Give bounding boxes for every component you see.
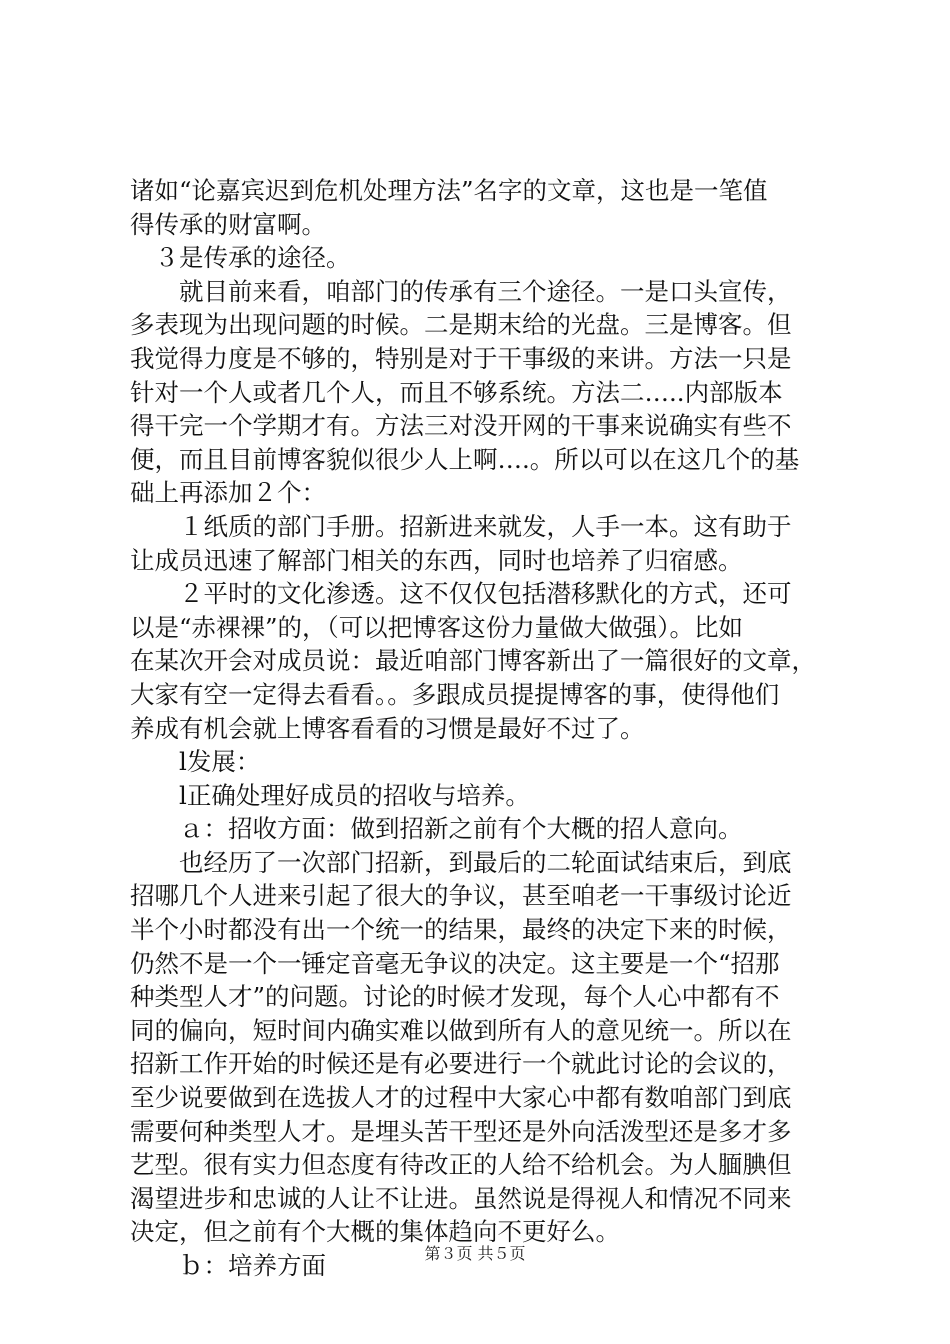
text-line: 也经历了一次部门招新，到最后的二轮面试结束后，到底 xyxy=(130,847,792,877)
text-line: 半个小时都没有出一个统一的结果，最终的决定下来的时候， xyxy=(130,915,792,945)
page-number-label: 第３页 共５页 xyxy=(424,1244,526,1263)
text-line: 多表现为出现问题的时候。二是期末给的光盘。三是博客。但 xyxy=(130,310,792,340)
text-line: 就目前来看，咱部门的传承有三个途径。一是口头宣传， xyxy=(130,276,792,306)
text-line: 础上再添加２个： xyxy=(130,478,326,508)
text-line: １纸质的部门手册。招新进来就发，人手一本。这有助于 xyxy=(130,511,792,541)
text-line: 以是“赤裸裸”的，（可以把博客这份力量做大做强）。比如 xyxy=(130,612,744,642)
text-line: 艺型。很有实力但态度有待改正的人给不给机会。为人腼腆但 xyxy=(130,1150,792,1180)
text-line: l正确处理好成员的招收与培养。 xyxy=(130,780,530,810)
text-line: 同的偏向，短时间内确实难以做到所有人的意见统一。所以在 xyxy=(130,1015,792,1045)
text-line: 在某次开会对成员说：最近咱部门博客新出了一篇很好的文章， xyxy=(130,646,816,676)
text-line: 我觉得力度是不够的，特别是对于干事级的来讲。方法一只是 xyxy=(130,343,792,373)
text-line: 需要何种类型人才。是埋头苦干型还是外向活泼型还是多才多 xyxy=(130,1116,792,1146)
text-line: ３是传承的途径。 xyxy=(130,243,351,273)
text-line: 至少说要做到在选拔人才的过程中大家心中都有数咱部门到底 xyxy=(130,1083,792,1113)
text-line: ｂ：培养方面 xyxy=(130,1251,326,1280)
text-line: 养成有机会就上博客看看的习惯是最好不过了。 xyxy=(130,713,645,743)
text-line: 种类型人才”的问题。讨论的时候才发现，每个人心中都有不 xyxy=(130,982,780,1012)
text-line: 便，而且目前博客貌似很少人上啊….。所以可以在这几个的基 xyxy=(130,444,800,474)
text-line: 大家有空一定得去看看。。多跟成员提提博客的事，使得他们 xyxy=(130,679,780,709)
text-line: l发展： xyxy=(130,747,261,777)
text-line: 决定，但之前有个大概的集体趋向不更好么。 xyxy=(130,1217,620,1247)
text-line: 得干完一个学期才有。方法三对没开网的干事来说确实有些不 xyxy=(130,411,792,441)
text-line: 招哪几个人进来引起了很大的争议，甚至咱老一干事级讨论近 xyxy=(130,881,792,911)
text-line: 针对一个人或者几个人，而且不够系统。方法二…..内部版本 xyxy=(130,377,783,407)
text-line: 招新工作开始的时候还是有必要进行一个就此讨论的会议的， xyxy=(130,1049,792,1079)
page-footer xyxy=(0,1244,950,1264)
text-line: 渴望进步和忠诚的人让不让进。虽然说是得视人和情况不同来 xyxy=(130,1183,792,1213)
text-line: 仍然不是一个一锤定音毫无争议的决定。这主要是一个“招那 xyxy=(130,948,780,978)
text-line: ａ：招收方面：做到招新之前有个大概的招人意向。 xyxy=(130,814,743,844)
document-body xyxy=(130,174,830,1283)
text-line: 让成员迅速了解部门相关的东西，同时也培养了归宿感。 xyxy=(130,545,743,575)
text-line: 诸如“论嘉宾迟到危机处理方法”名字的文章，这也是一笔值 xyxy=(130,176,768,205)
text-line: 得传承的财富啊。 xyxy=(130,209,326,239)
text-line: ２平时的文化渗透。这不仅仅包括潜移默化的方式，还可 xyxy=(130,579,792,609)
